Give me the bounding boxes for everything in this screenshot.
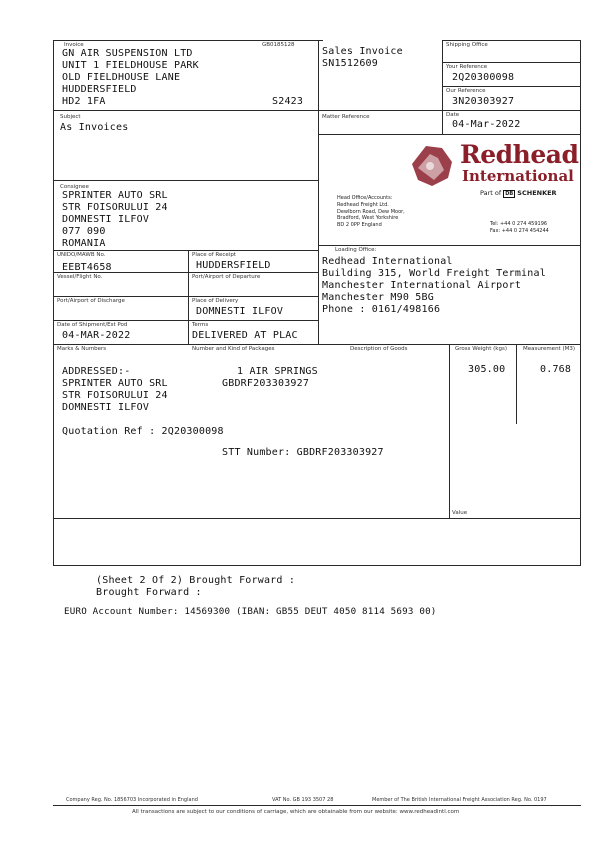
consignee-line-5: ROMANIA	[62, 238, 106, 249]
consignee-line-3: DOMNESTI ILFOV	[62, 214, 150, 225]
terms-value: DELIVERED AT PLAC	[192, 330, 298, 341]
shipment-date-label: Date of Shipment/Est Pod	[57, 322, 128, 328]
marks-line-2: SPRINTER AUTO SRL	[62, 378, 168, 389]
delivery-value: DOMNESTI ILFOV	[196, 306, 284, 317]
consignee-line-1: SPRINTER AUTO SRL	[62, 190, 168, 201]
head-office-phone	[490, 221, 549, 235]
stt-number: STT Number: GBDRF203303927	[222, 447, 384, 458]
vessel-label: Vessel/Flight No.	[57, 274, 103, 280]
euro-account: EURO Account Number: 14569300 (IBAN: GB55 DEUT 4050 8114 5693 00)	[64, 606, 437, 617]
logo-part-of	[480, 189, 557, 198]
measurement-label: Measurement (M3)	[522, 346, 575, 352]
packages-line-2: GBDRF203303927	[222, 378, 310, 389]
date-box-bottom	[318, 134, 581, 135]
loading-office-label: Loading Office:	[335, 247, 377, 253]
loading-office-top	[318, 245, 581, 246]
gross-col-left	[449, 344, 450, 519]
our-reference-label: Our Reference	[446, 88, 486, 94]
head-office-tel: Tel: +44 0 274 459196	[490, 221, 548, 227]
matter-reference-label: Matter Reference	[322, 114, 370, 120]
loading-office-line-1: Redhead International	[322, 256, 453, 267]
delivery-label: Place of Delivery	[192, 298, 239, 304]
packages-line-1: 1 AIR SPRINGS	[237, 366, 318, 377]
marks-line-3: STR FOISORULUI 24	[62, 390, 168, 401]
date-label: Date	[446, 112, 460, 118]
logo-redhead: Redhead	[460, 140, 579, 169]
gross-weight-label: Gross Weight (kgs)	[455, 346, 507, 352]
frame-vertical-divider	[318, 40, 319, 345]
loading-office-line-5: Phone : 0161/498166	[322, 304, 441, 315]
measure-col-left	[516, 344, 517, 424]
head-office-line-3: Bradford, West Yorkshire	[337, 215, 399, 222]
marks-line-4: DOMNESTI ILFOV	[62, 402, 150, 413]
quotation-ref: Quotation Ref : 2Q20300098	[62, 426, 224, 437]
goods-label: Description of Goods	[350, 346, 408, 352]
consignee-label: Consignee	[60, 184, 89, 190]
our-reference-value: 3N20303927	[452, 96, 515, 107]
part-of-text: Part of	[480, 189, 502, 197]
right-box-left	[442, 40, 443, 110]
consignee-bottom-rule	[53, 250, 318, 251]
invoice-code: S2423	[272, 96, 304, 107]
document-number: SN1512609	[322, 58, 378, 69]
your-reference-label: Your Reference	[446, 64, 488, 70]
invoice-line-3: OLD FIELDHOUSE LANE	[62, 72, 181, 83]
invoice-line-5: HD2 1FA	[62, 96, 106, 107]
sheet-line: (Sheet 2 Of 2) Brought Forward :	[96, 575, 296, 586]
right-box-rule-3	[318, 110, 581, 111]
redhead-emblem-icon	[408, 142, 456, 188]
frame-right-border	[580, 40, 581, 565]
document-title: Sales Invoice	[322, 46, 403, 57]
invoice-bottom-rule	[53, 110, 318, 111]
subject-label: Subject	[60, 114, 81, 120]
loading-office-line-3: Manchester International Airport	[322, 280, 522, 291]
db-logo-icon: DB	[505, 191, 514, 197]
invoice-line-4: HUDDERSFIELD	[62, 84, 137, 95]
consignee-line-2: STR FOISORULUI 24	[62, 202, 168, 213]
discharge-label: Port/Airport of Discharge	[57, 298, 125, 304]
head-office	[337, 195, 405, 229]
footer-rule	[53, 805, 581, 806]
invoice-line-1: GN AIR SUSPENSION LTD	[62, 48, 193, 59]
measurement-value: 0.768	[540, 364, 572, 375]
row-rule-2	[53, 296, 318, 297]
frame-left-border	[53, 40, 54, 565]
head-office-line-1: Redhead Freight Ltd.	[337, 201, 389, 208]
value-bottom-rule	[53, 565, 581, 566]
value-label: Value	[452, 510, 468, 516]
row-rule-3	[53, 320, 318, 321]
ucr-label: UNIDO/MAWB No.	[57, 252, 106, 258]
subject-value: As Invoices	[60, 122, 129, 133]
terms-label: Terms	[192, 322, 209, 328]
marks-label: Marks & Numbers	[57, 346, 107, 352]
invoice-line-2: UNIT 1 FIELDHOUSE PARK	[62, 60, 199, 71]
right-box-top	[442, 40, 581, 41]
head-office-label: Head Office/Accounts:	[337, 195, 393, 201]
schenker-text: SCHENKER	[517, 189, 557, 197]
invoice-label: Invoice	[64, 42, 84, 48]
receipt-label: Place of Receipt	[192, 252, 236, 258]
invoice-ref-top: GB0185128	[262, 42, 295, 48]
receipt-value: HUDDERSFIELD	[196, 260, 271, 271]
company-reg: Company Reg. No. 1856703 Incorporated in England	[66, 797, 198, 803]
gross-weight-value: 305.00	[468, 364, 506, 375]
right-box-rule-1	[442, 62, 581, 63]
date-box-left	[442, 110, 443, 134]
member-note: Member of The British International Freight Association Reg. No. 0197	[372, 797, 547, 803]
loading-office-line-4: Manchester M90 5BG	[322, 292, 434, 303]
right-box-rule-2	[442, 86, 581, 87]
head-office-line-2: Dewlborn Road, Dew Moor,	[337, 208, 405, 215]
consignee-line-4: 077 090	[62, 226, 106, 237]
packages-label: Number and Kind of Packages	[192, 346, 275, 352]
brought-forward: Brought Forward :	[96, 587, 202, 598]
head-office-line-4: BD 2 0PP England	[337, 222, 382, 229]
subject-bottom-rule	[53, 180, 318, 181]
ucr-divider	[188, 250, 189, 345]
vat-number: VAT No. GB 193 3507 28	[272, 797, 334, 803]
departure-label: Port/Airport of Departure	[192, 274, 261, 280]
logo-international: International	[462, 167, 574, 185]
frame-top-border	[53, 40, 323, 41]
marks-line-1: ADDRESSED:-	[62, 366, 131, 377]
date-value: 04-Mar-2022	[452, 119, 521, 130]
ucr-value: EEBT4658	[62, 262, 112, 273]
row-rule-4	[53, 344, 581, 345]
loading-office-line-2: Building 315, World Freight Terminal	[322, 268, 546, 279]
goods-bottom-rule	[53, 518, 581, 519]
shipment-date-value: 04-MAR-2022	[62, 330, 131, 341]
head-office-fax: Fax: +44 0 274 454244	[490, 227, 549, 234]
conditions-note: All transactions are subject to our conditions of carriage, which are obtainable from our website: www.redheadintl.com	[132, 809, 460, 815]
your-reference-value: 2Q20300098	[452, 72, 515, 83]
shipping-office-label: Shipping Office	[446, 42, 488, 48]
